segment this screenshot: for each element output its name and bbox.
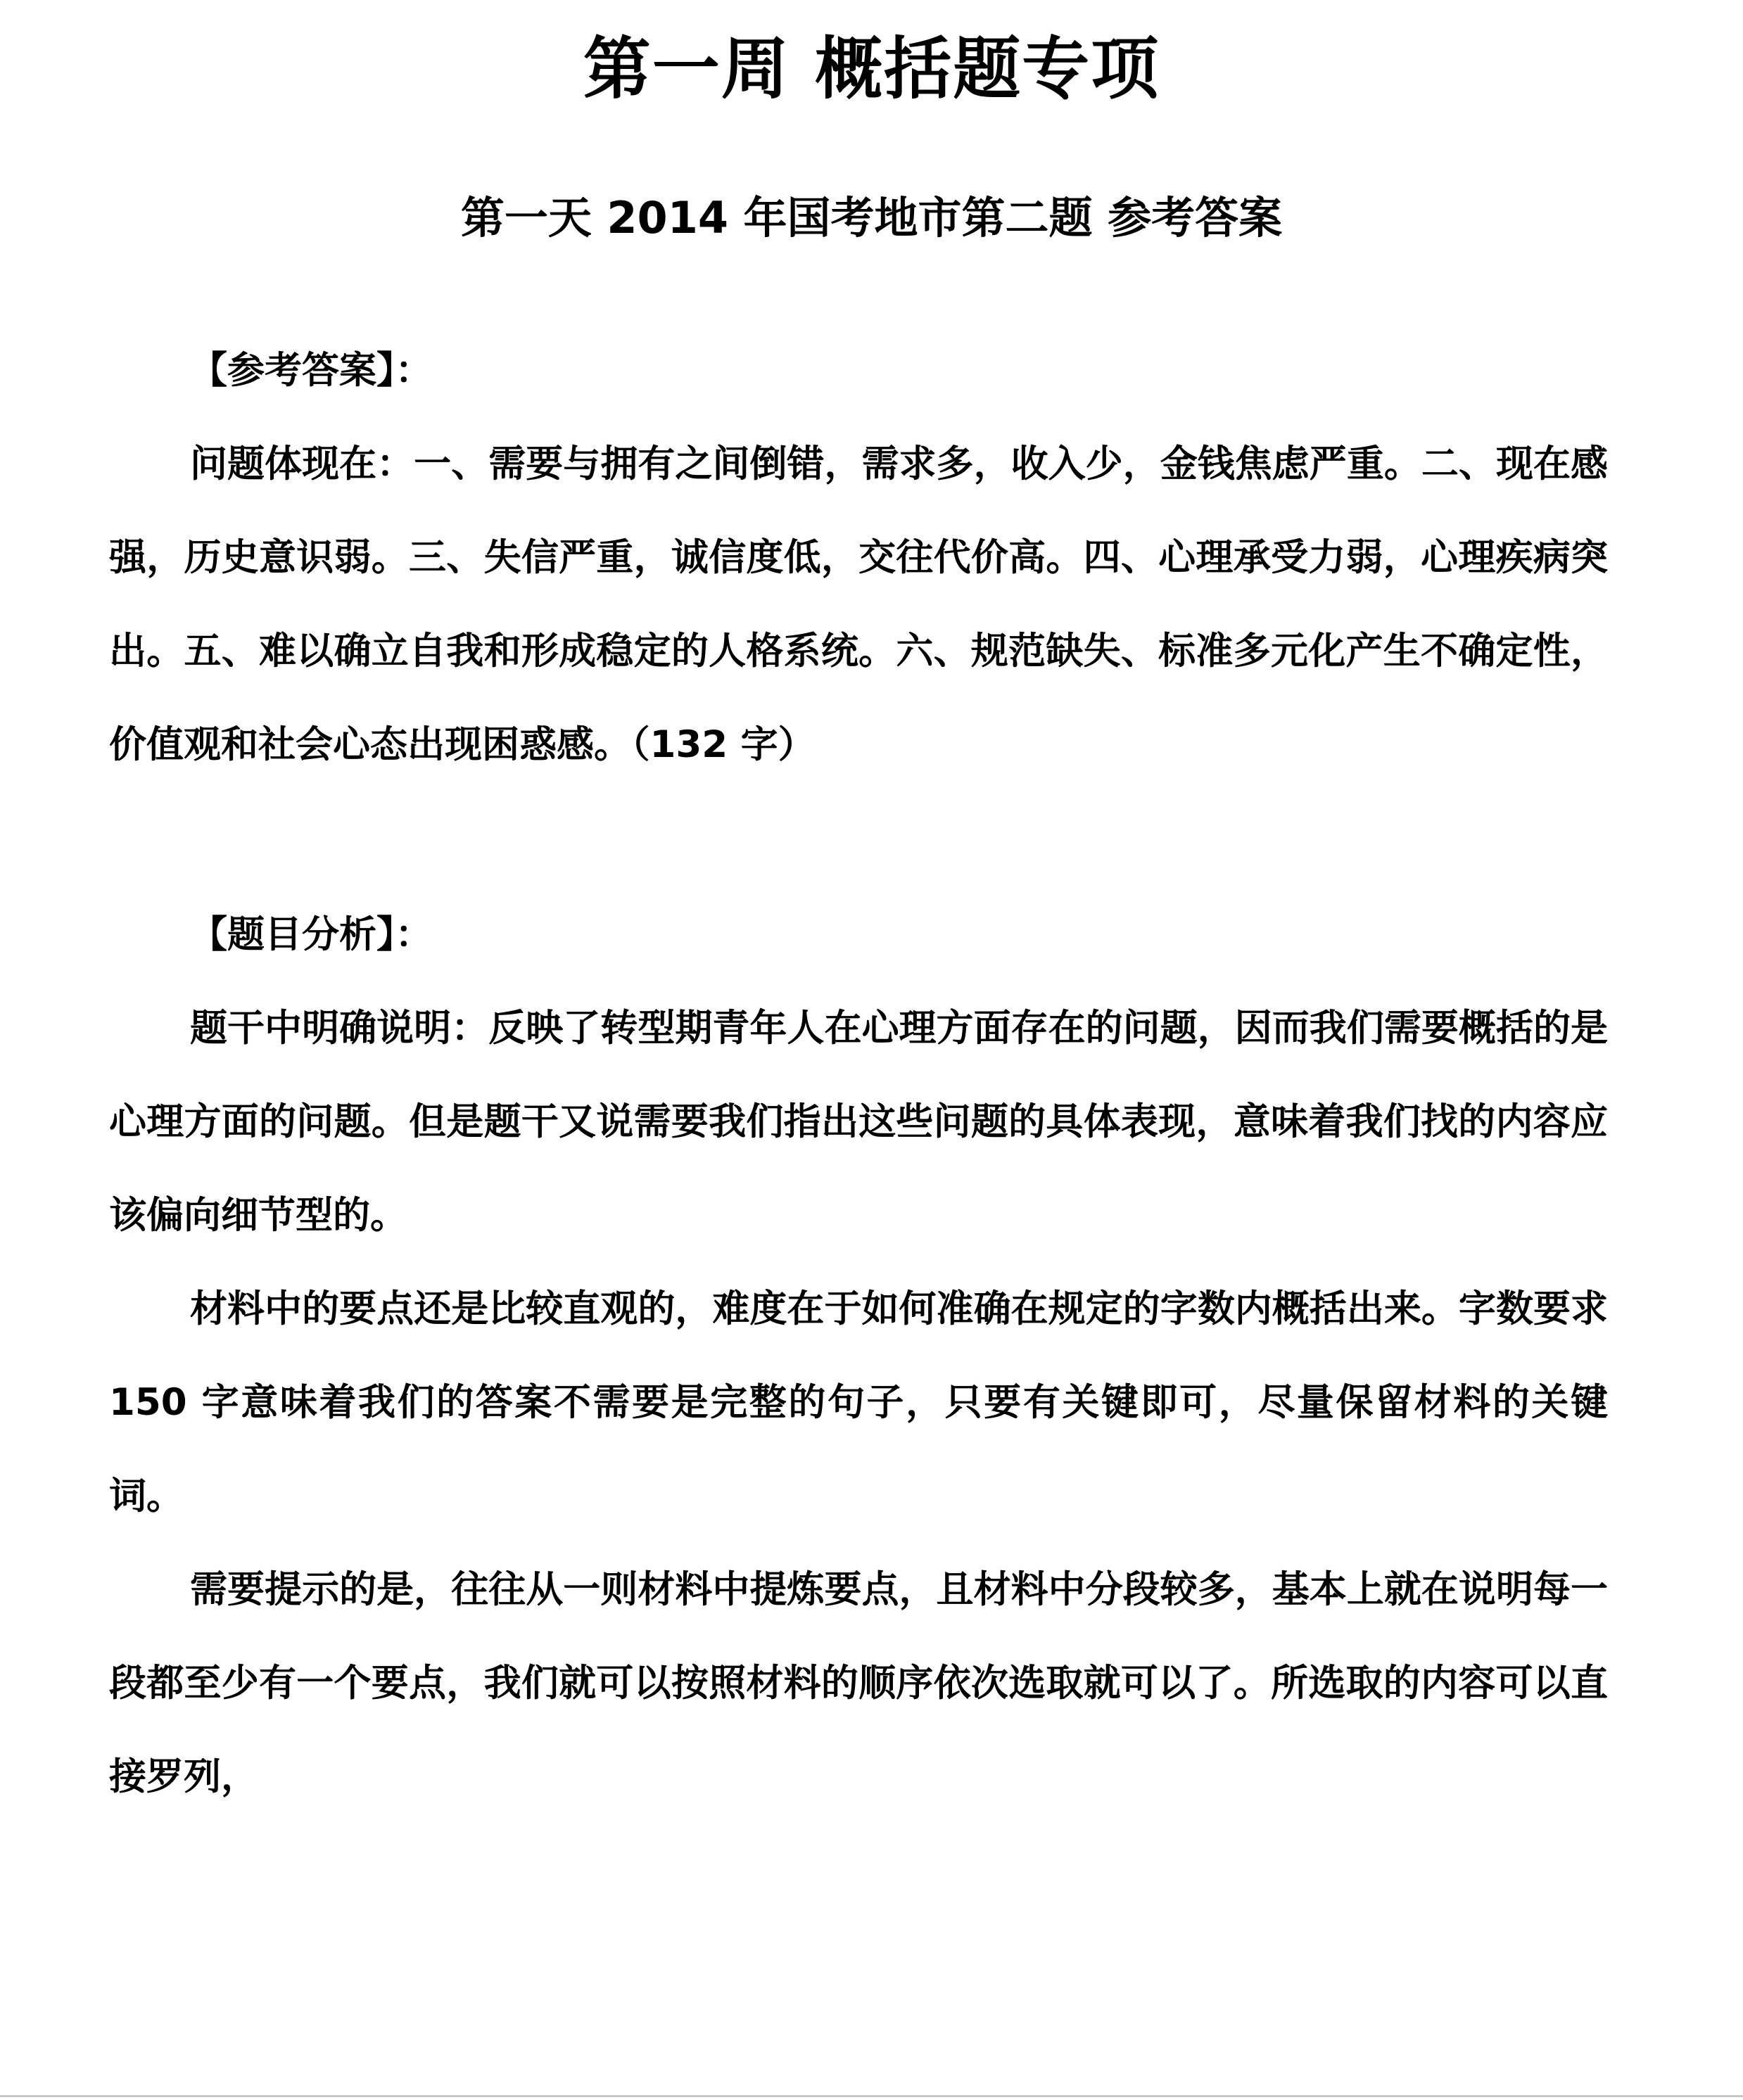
page-subtitle: 第一天 2014 年国考地市第二题 参考答案 bbox=[460, 192, 1283, 243]
analysis-paragraph: 题干中明确说明：反映了转型期青年人在心理方面存在的问题，因而我们需要概括的是心理方面的问题。但是题干又说需要我们指出这些问题的具体表现，意味着我们找的内容应该偏向细节型的。 bbox=[109, 1007, 1608, 1237]
page-bottom-divider bbox=[0, 2095, 1743, 2097]
analysis-heading: 【题目分析】： bbox=[190, 913, 433, 956]
analysis-paragraph: 材料中的要点还是比较直观的，难度在于如何准确在规定的字数内概括出来。字数要求 150 字意味着我们的答案不需要是完整的句子，只要有关键即可，尽量保留材料的关键词。 bbox=[109, 1287, 1608, 1517]
answer-section bbox=[109, 324, 1608, 791]
analysis-section bbox=[109, 888, 1608, 1824]
answer-heading: 【参考答案】： bbox=[190, 349, 433, 392]
answer-paragraph: 问题体现在：一、需要与拥有之间倒错，需求多，收入少，金钱焦虑严重。二、现在感强，历史意识弱。三、失信严重，诚信度低，交往代价高。四、心理承受力弱，心理疾病突出。五、难以确立自我和形成稳定的人格系统。六、规范缺失、标准多元化产生不确定性，价值观和社会心态出现困惑感。（132 字） bbox=[109, 443, 1608, 766]
analysis-paragraph: 需要提示的是，往往从一则材料中提炼要点，且材料中分段较多，基本上就在说明每一段都至少有一个要点，我们就可以按照材料的顺序依次选取就可以了。所选取的内容可以直接罗列， bbox=[109, 1568, 1608, 1798]
page-title: 第一周 概括题专项 bbox=[583, 30, 1160, 108]
